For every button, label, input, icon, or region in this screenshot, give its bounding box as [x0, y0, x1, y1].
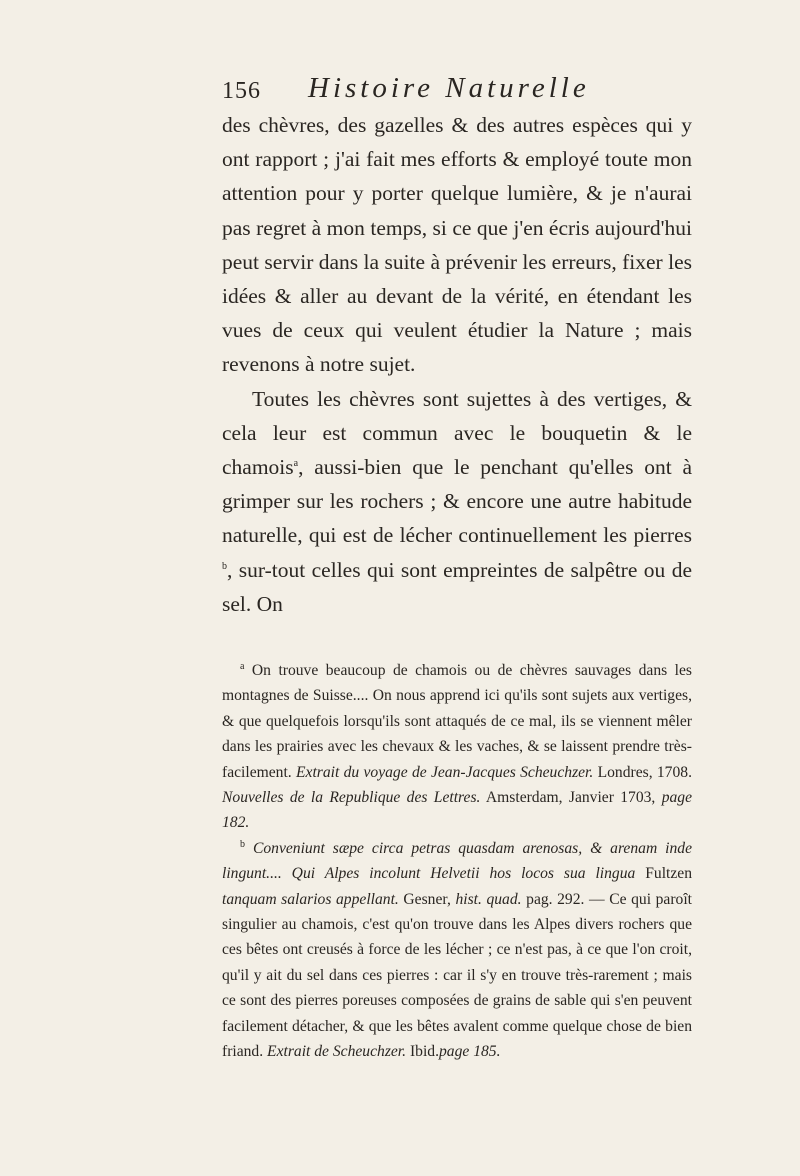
running-title: Histoire Naturelle — [308, 72, 590, 104]
footnote-marker: b — [240, 838, 245, 850]
paragraph-text: Toutes les chèvres sont sujettes à des vertiges, & cela leur est commun avec le bouquetin & le chamois — [222, 386, 692, 480]
footnotes — [222, 658, 692, 1065]
paragraph-text: , sur-tout celles qui sont empreintes de salpêtre ou de sel. On — [222, 557, 692, 616]
footnote-text: Ibid. — [409, 1043, 439, 1061]
footnote-b — [222, 836, 692, 1065]
footnote-text: Londres, 1708. — [597, 763, 692, 781]
footnote-page-ref: page 182. — [222, 789, 692, 832]
paragraph — [222, 382, 692, 621]
footnote-marker: a — [293, 457, 299, 469]
footnote-text: pag. 292. — Ce qui paroît singulier au chamois, c'est qu'on trouve dans les Alpes divers rochers que ces bêtes ont creusés à force de les lécher ; ce n'est pas, à ce que l'on croit, qu'il y ait du sel dans ces pierres : car il s'y en trouve très-rarement ; mais ce sont des pierres poreuses composées de grains de sable qui s'en peuvent facilement détacher, & que les bêtes avalent comme quelque chose de bien friand. — [222, 890, 692, 1061]
footnote-marker: a — [240, 660, 245, 672]
footnote-author: Gesner, — [403, 890, 451, 908]
footnote-marker: b — [222, 560, 227, 572]
footnote-text: Fultzen — [645, 865, 692, 883]
footnote-ref: hist. quad. — [455, 890, 522, 908]
footnote-source: Extrait de Scheuchzer. — [267, 1043, 407, 1061]
footnote-a — [222, 658, 692, 836]
paragraph-text: , aussi-bien que le penchant qu'elles ont à grimper sur les rochers ; & encore une autre habitude naturelle, qui est de lécher continuellement les pierres — [222, 455, 692, 548]
footnote-latin: tanquam salarios appellant. — [222, 890, 399, 908]
footnote-text: On trouve beaucoup de chamois ou de chèvres sauvages dans les montagnes de Suisse.... On nous apprend ici qu'ils sont sujets aux vertiges, & que quelquefois lorsqu'ils sont attaqués de ce mal, ils se viennent mêler dans les prairies avec les chevaux & les vaches, & se laissent prendre très-facilement. — [222, 662, 692, 781]
footnote-journal: Nouvelles de la Republique des Lettres. — [222, 789, 481, 807]
paragraph: des chèvres, des gazelles & des autres espèces qui y ont rapport ; j'ai fait mes efforts & employé toute mon attention pour y porter quelque lumière, & je n'aurai pas regret à mon temps, si ce que j'en écris aujourd'hui peut servir dans la suite à prévenir les erreurs, fixer les idées & aller au devant de la vérité, en étendant les vues de ceux qui veulent étudier la Nature ; mais revenons à notre sujet. — [222, 113, 692, 377]
footnote-latin: Conveniunt sæpe circa petras quasdam arenosas, & arenam inde lingunt.... Qui Alpes incolunt Helvetii hos locos sua lingua — [222, 839, 693, 883]
footnote-source: Extrait du voyage de Jean-Jacques Scheuchzer. — [296, 763, 594, 781]
page-header — [222, 72, 692, 108]
main-text — [222, 108, 692, 621]
footnote-text: Amsterdam, Janvier 1703, — [485, 789, 656, 807]
page-number: 156 — [222, 78, 261, 104]
footnote-page-ref: page 185. — [439, 1043, 501, 1061]
